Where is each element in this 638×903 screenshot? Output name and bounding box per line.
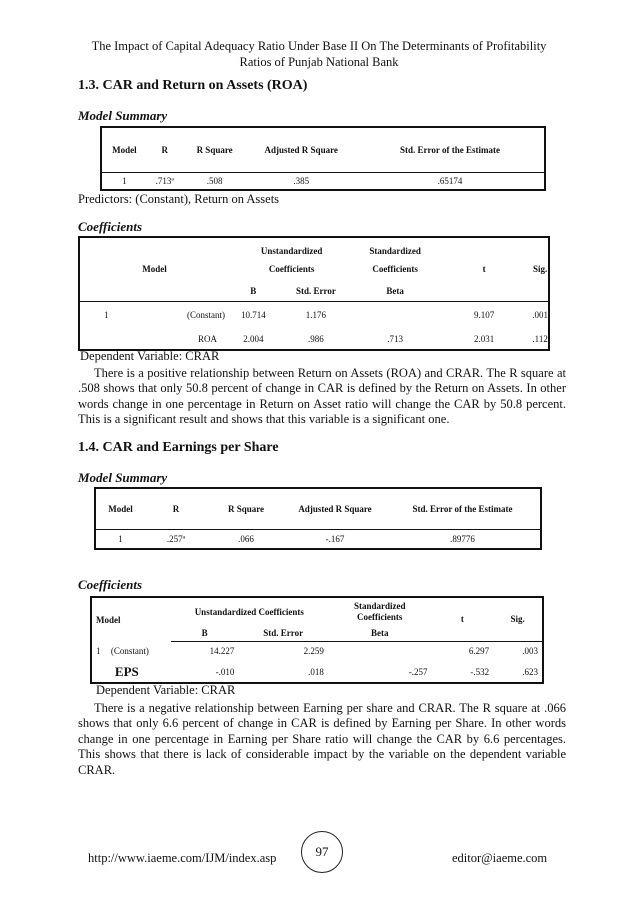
header-cell: R Square (227, 503, 265, 514)
table-cell: -.257 (408, 666, 428, 677)
editor-email[interactable]: editor@iaeme.com (452, 851, 548, 865)
running-header-line1: The Impact of Capital Adequacy Ratio Under Base II On The Determinants of Profitability (91, 39, 547, 53)
table-cell: .001 (532, 309, 548, 320)
table-cell: 14.227 (209, 646, 235, 657)
table-cell: .713 (387, 333, 403, 344)
table-cell: EPS (114, 663, 139, 679)
section-title: 1.3. CAR and Return on Assets (ROA) (78, 78, 308, 93)
table-cell: 2.031 (473, 333, 495, 344)
header-cell: R Square (196, 144, 233, 155)
table-cell: (Constant) (110, 646, 149, 656)
table-cell: 1 (118, 533, 123, 544)
running-header (70, 38, 568, 70)
header-cell: Model (79, 237, 229, 301)
table-cell: .986 (308, 333, 324, 344)
table-cell (328, 641, 432, 661)
table-cell: -.532 (470, 666, 490, 677)
header-cell: Model (112, 144, 137, 155)
unstandardized-label: Unstandardized (260, 245, 323, 256)
header-cell: Std. Error of the Estimate (400, 144, 500, 155)
coefficients-sublabel: Coefficients (356, 611, 403, 622)
page-number: 97 (301, 831, 343, 873)
header-cell (328, 597, 432, 625)
coefficients-label: Coefficients (78, 577, 143, 592)
discussion-paragraph: There is a negative relationship between Earning per share and CRAR. The R square at .066 shows that only 6.6 percent of change in CAR is defined by Earning per Share. In other words change in one percentage in Earning per Share ratio will change the CAR by 6.6 percentages. This shows that there is lack of considerable impact by the variable on the dependent variable CRAR. (78, 701, 566, 777)
discussion-paragraph: There is a positive relationship between Return on Assets (ROA) and CRAR. The R square at .508 shows that only 50.8 percent of change in CAR is defined by the Return on Assets. In other words change in one percentage in Return on Asset ratio will change the CAR by 50.8 percent. This is a significant result and shows that this variable is a significant one. (78, 366, 566, 427)
table-cell: ROA (198, 333, 218, 344)
table-cell: 1 (104, 309, 109, 320)
table-cell: (Constant) (187, 309, 226, 320)
table-cell: .385 (293, 175, 310, 186)
model-summary-table (94, 487, 542, 550)
table-cell: 2.259 (303, 646, 324, 657)
table-cell: 2.004 (243, 333, 264, 344)
table-cell: .112 (532, 333, 548, 344)
table-cell: .003 (522, 646, 538, 657)
header-cell: B (229, 281, 278, 301)
table-cell: .713ª (155, 175, 174, 186)
table-cell (79, 328, 137, 350)
table-cell: 6.297 (468, 646, 490, 657)
header-cell: B (171, 625, 239, 641)
coefficients-table (90, 596, 544, 684)
standardized-label: Standardized (369, 245, 421, 256)
dependent-variable-note: Dependent Variable: CRAR (96, 683, 236, 697)
coefficients-sublabel: Coefficients (372, 263, 418, 274)
header-cell (229, 237, 354, 281)
table-cell: .89776 (450, 533, 475, 544)
table-cell: .066 (238, 533, 254, 544)
table-cell (354, 301, 436, 328)
table-cell: -.167 (325, 533, 345, 544)
header-cell: t (431, 597, 493, 641)
standardized-label: Standardized (353, 600, 406, 611)
header-cell: Model (96, 614, 121, 625)
header-cell: Unstandardized Coefficients (194, 606, 304, 617)
coefficients-table (78, 236, 550, 351)
coefficients-sublabel: Coefficients (268, 263, 315, 274)
table-cell: .508 (206, 175, 223, 186)
table-cell: .018 (308, 666, 324, 677)
header-cell: Sig. (532, 237, 549, 301)
header-cell: Std. Error of the Estimate (412, 503, 513, 514)
coefficients-label: Coefficients (78, 219, 143, 234)
table-cell: 9.107 (473, 309, 495, 320)
table-cell: 1 (96, 646, 101, 656)
table-cell: .257ª (166, 533, 186, 544)
header-cell: Sig. (493, 597, 543, 641)
header-cell: Adjusted R Square (298, 503, 372, 514)
table-cell: 1.176 (305, 309, 327, 320)
model-summary-label: Model Summary (78, 108, 168, 123)
predictors-note: Predictors: (Constant), Return on Assets (78, 192, 280, 206)
header-cell: R (172, 503, 180, 514)
model-summary-label: Model Summary (78, 470, 168, 485)
model-summary-table (100, 126, 546, 191)
header-cell: R (161, 144, 169, 155)
table-cell: .623 (522, 666, 538, 677)
table-cell (91, 661, 111, 683)
header-cell (354, 237, 436, 281)
table-cell: .65174 (437, 175, 463, 186)
header-cell: Beta (328, 625, 432, 641)
header-cell: Std. Error (238, 625, 328, 641)
table-cell: 1 (122, 175, 127, 186)
table-cell: -.010 (215, 666, 235, 677)
header-cell: Adjusted R Square (264, 144, 338, 155)
journal-url[interactable]: http://www.iaeme.com/IJM/index.asp (88, 851, 277, 865)
header-cell: t (436, 237, 532, 301)
header-cell: Std. Error (278, 281, 355, 301)
dependent-variable-note: Dependent Variable: CRAR (80, 349, 220, 363)
running-header-line2: Ratios of Punjab National Bank (239, 55, 399, 69)
table-cell: 10.714 (240, 309, 266, 320)
section-title: 1.4. CAR and Earnings per Share (78, 440, 279, 455)
header-cell: Beta (354, 281, 436, 301)
header-cell: Model (108, 503, 133, 514)
